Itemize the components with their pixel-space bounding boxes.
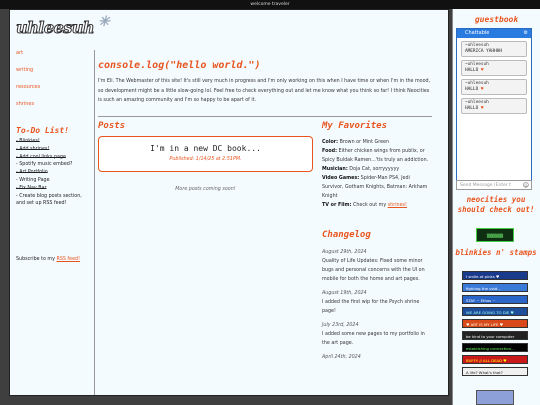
changelog-text: Quality of Life Updates: Fixed some minor bugs and personal concerns with the UI on mobile for both the home and art pages. — [322, 259, 425, 282]
fav-item: Color: Brown or Mint Green — [322, 140, 390, 145]
stamp[interactable]: BUFFY // ALL DEAD ♥ — [462, 355, 528, 364]
guestbook-heading: guestbook — [474, 15, 519, 24]
side-nav — [16, 50, 88, 118]
stamp[interactable]: STAY ~ Ethos ~ — [462, 295, 528, 304]
emoji-icon[interactable]: ☺ — [522, 182, 529, 189]
chat-message — [461, 41, 527, 57]
chat-user[interactable]: ~uhleesuh — [465, 43, 489, 48]
nav-writing[interactable]: writing — [16, 67, 34, 73]
fav-item: Video Games: Spider-Man PS4, Jedi Survivor, Gotham Knights, Batman: Arkham Knight — [322, 176, 428, 199]
todo-item: - Blinkies! — [16, 139, 40, 144]
more-posts-note: More posts coming soon! — [175, 187, 236, 192]
stamp[interactable]: ♥ ART IS MY LIFE ♥ — [462, 319, 528, 328]
todo-title: To-Do List! — [16, 126, 69, 135]
chat-text: AMERICA YAHHHH — [465, 49, 503, 54]
stamp[interactable]: be kind to your computer — [462, 331, 528, 340]
stamp[interactable]: A life? What's that? — [462, 367, 528, 376]
site-badge[interactable]: ▒▒▒▒▒▒ — [476, 228, 514, 242]
chat-title: Chattable — [465, 30, 490, 36]
todo-item: - Fix Nav Bar — [16, 185, 47, 191]
nav-art[interactable]: art — [16, 50, 24, 56]
page-title: console.log("hello world.") — [98, 60, 261, 71]
todo-item: - Add shrines! — [16, 146, 50, 152]
todo-item: - Writing Page — [16, 177, 50, 183]
chat-widget — [456, 28, 532, 188]
fav-item: Food: Either chicken wings from publix, or Spicy Buldak Ramen...'tis truly an addiction. — [322, 149, 429, 163]
main-page — [9, 9, 449, 396]
todo-item: - Spotify music embed? — [16, 162, 73, 168]
rss-link[interactable]: RSS feed! — [56, 257, 80, 262]
shrines-link[interactable]: shrines! — [387, 203, 407, 208]
changelog-date: July 23rd, 2024 — [322, 323, 359, 328]
favorites-heading: My Favorites — [322, 121, 388, 131]
star-icon: ✳ — [98, 14, 110, 30]
todo-item: - Add cool links page — [16, 154, 66, 160]
todo-item: - Create blog posts section, and set up RSS feed! — [16, 193, 82, 207]
chat-text: HALLO — [465, 106, 479, 111]
top-banner: welcome traveler — [0, 0, 540, 9]
changelog-text: I added some new pages to my portfolio in the art page. — [322, 332, 425, 346]
footer-image — [476, 390, 514, 405]
post-title: I'm in a new DC book... — [150, 144, 261, 153]
nav-shrines[interactable]: shrines — [16, 101, 35, 107]
intro-paragraph: I'm Eli. The Webmaster of this site! It's still very much in progress and I'm only working on this when I have time or when I'm in the mood, so development might be a little slow-going lol. Feel free to check everything out and let me know what you think so far! I think Neocities is such an amazing community and I'm so happy to be apart of it. — [98, 79, 431, 103]
site-logo[interactable] — [16, 14, 110, 40]
stamp[interactable]: I smile at pinks ♥ — [462, 271, 528, 280]
nav-resources[interactable]: resources — [16, 84, 41, 90]
favorites-list — [322, 138, 432, 210]
chat-input-placeholder: Send Message (Enter t — [460, 183, 511, 188]
changelog-date: August 19th, 2024 — [322, 291, 367, 296]
chat-user[interactable]: ~uhleesuh — [465, 62, 489, 67]
chat-message — [461, 60, 527, 76]
heart-icon: ♥ — [480, 87, 484, 92]
chat-user[interactable]: ~uhleesuh — [465, 81, 489, 86]
todo-item: - Art Portfolio — [16, 170, 48, 176]
logo-text: uhleesuh — [16, 18, 94, 37]
fav-item: Musician: Doja Cat, sorryyyyyy — [322, 167, 400, 172]
chat-message — [461, 79, 527, 95]
stamp[interactable]: establishing connection... — [462, 343, 528, 352]
changelog-text: I added the first wip for the Psych shrine page! — [322, 300, 420, 314]
chat-header — [457, 29, 531, 38]
post-date: Published: 1/14/25 at 2:51PM. — [169, 157, 242, 162]
subscribe-text — [16, 256, 86, 265]
column-divider — [94, 50, 95, 395]
changelog-list — [322, 248, 432, 362]
stamps-list — [462, 271, 528, 379]
posts-heading: Posts — [98, 121, 126, 131]
neocities-heading: neocities you should check out! — [457, 195, 535, 214]
chat-text: HALLO — [465, 87, 479, 92]
stamp[interactable]: fighting the void... — [462, 283, 528, 292]
todo-list — [16, 138, 88, 208]
changelog-heading: Changelog — [322, 230, 371, 240]
divider — [98, 116, 432, 117]
chat-text: HALLO — [465, 68, 479, 73]
fav-item: TV or Film: Check out my shrines! — [322, 203, 407, 208]
chat-user[interactable]: ~uhleesuh — [465, 100, 489, 105]
blinkies-heading: blinkies n' stamps — [455, 248, 537, 257]
gear-icon[interactable]: ⚙ — [523, 30, 528, 36]
changelog-date: August 29th, 2024 — [322, 250, 367, 255]
chat-message — [461, 98, 527, 114]
chat-input[interactable] — [456, 180, 532, 190]
heart-icon: ♥ — [480, 68, 484, 73]
changelog-date: April 24th, 2024 — [322, 355, 361, 360]
post-card[interactable] — [98, 136, 313, 172]
stamp[interactable]: WE ARE GOING TO DIE ♥ — [462, 307, 528, 316]
heart-icon: ♥ — [480, 106, 484, 111]
subscribe-label: Subscribe to my — [16, 257, 57, 262]
